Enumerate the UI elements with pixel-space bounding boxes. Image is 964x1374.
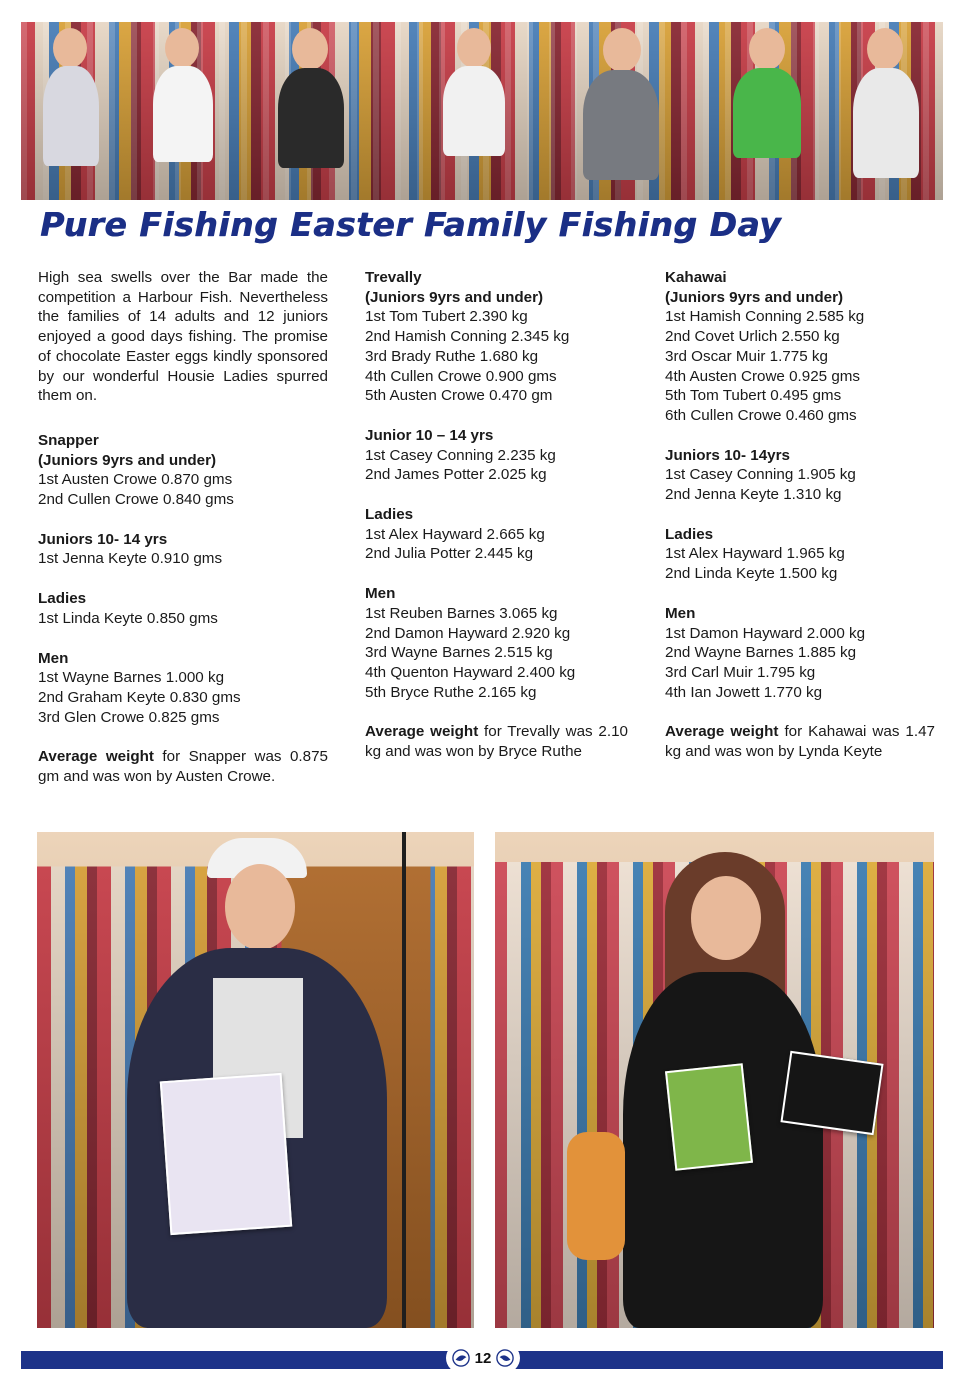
trevally-men-section (365, 584, 628, 702)
marlin-icon (452, 1349, 470, 1367)
person-figure (276, 28, 346, 200)
category-title: Snapper (38, 431, 99, 449)
person-figure (731, 28, 803, 200)
result-line: 1st Tom Tubert 2.390 kg (365, 308, 528, 326)
result-line: 5th Tom Tubert 0.495 gms (665, 387, 842, 405)
result-line: 3rd Glen Crowe 0.825 gms (38, 708, 220, 726)
average-weight-note (365, 722, 628, 761)
result-line: 1st Damon Hayward 2.000 kg (665, 624, 866, 642)
column-trevally (365, 268, 628, 762)
section-heading: Ladies (665, 525, 714, 543)
average-weight-text: for Trevally was 2.10 kg and was won by Bryce Ruthe (365, 723, 628, 761)
junior-winner-photo-left (37, 832, 474, 1328)
average-weight-text: for Snapper was 0.875 gm and was won by Austen Crowe. (38, 748, 328, 786)
article-title: Pure Fishing Easter Family Fishing Day (40, 205, 782, 244)
result-line: 4th Ian Jowett 1.770 kg (665, 683, 823, 701)
result-line: 4th Quenton Hayward 2.400 kg (365, 663, 576, 681)
page-number-badge (446, 1343, 520, 1373)
result-line: 1st Linda Keyte 0.850 gms (38, 609, 218, 627)
trevally-juniors-9-section (365, 268, 628, 406)
section-heading: Men (365, 585, 396, 603)
result-line: 1st Wayne Barnes 1.000 kg (38, 669, 225, 687)
junior-winner-photo-right (495, 832, 934, 1328)
snapper-juniors-9-section (38, 431, 328, 510)
result-line: 1st Hamish Conning 2.585 kg (665, 308, 865, 326)
section-heading: Juniors 10- 14 yrs (38, 530, 168, 548)
snapper-men-section (38, 649, 328, 728)
kahawai-juniors-10-section (665, 446, 935, 505)
kahawai-juniors-9-section (665, 268, 935, 426)
average-weight-text: for Kahawai was 1.47 kg and was won by Lynda Keyte (665, 723, 935, 761)
average-weight-label: Average weight (665, 723, 779, 741)
result-line: 4th Austen Crowe 0.925 gms (665, 367, 861, 385)
winners-group-photo (21, 22, 943, 200)
result-line: 1st Austen Crowe 0.870 gms (38, 471, 233, 489)
section-heading: (Juniors 9yrs and under) (665, 288, 844, 306)
result-line: 2nd Julia Potter 2.445 kg (365, 545, 534, 563)
section-heading: (Juniors 9yrs and under) (365, 288, 544, 306)
result-line: 2nd Wayne Barnes 1.885 kg (665, 644, 857, 662)
trevally-juniors-10-section (365, 426, 628, 485)
section-heading: Ladies (38, 590, 87, 608)
result-line: 3rd Oscar Muir 1.775 kg (665, 347, 828, 365)
result-line: 3rd Wayne Barnes 2.515 kg (365, 644, 553, 662)
result-line: 1st Casey Conning 1.905 kg (665, 466, 856, 484)
result-line: 2nd James Potter 2.025 kg (365, 466, 547, 484)
result-line: 2nd Damon Hayward 2.920 kg (365, 624, 571, 642)
average-weight-label: Average weight (365, 723, 479, 741)
person-figure (151, 28, 215, 200)
marlin-icon (496, 1349, 514, 1367)
result-line: 2nd Linda Keyte 1.500 kg (665, 565, 838, 583)
person-figure (441, 28, 507, 200)
column-snapper (38, 268, 328, 787)
result-line: 3rd Carl Muir 1.795 kg (665, 663, 816, 681)
average-weight-note (665, 722, 935, 761)
category-title: Trevally (365, 269, 422, 286)
section-heading: Ladies (365, 506, 414, 524)
result-line: 2nd Covet Urlich 2.550 kg (665, 328, 840, 346)
snapper-ladies-section (38, 589, 328, 628)
result-line: 1st Casey Conning 2.235 kg (365, 446, 556, 464)
result-line: 2nd Graham Keyte 0.830 gms (38, 688, 241, 706)
result-line: 3rd Brady Ruthe 1.680 kg (365, 347, 539, 365)
result-line: 2nd Jenna Keyte 1.310 kg (665, 486, 842, 504)
result-line: 4th Cullen Crowe 0.900 gms (365, 367, 557, 385)
kahawai-ladies-section (665, 525, 935, 584)
fishing-rod (402, 832, 406, 1328)
chocolate-egg-box (567, 1132, 625, 1260)
trevally-ladies-section (365, 505, 628, 564)
result-line: 1st Reuben Barnes 3.065 kg (365, 604, 558, 622)
section-heading: Men (38, 649, 69, 667)
person-figure (851, 28, 921, 200)
section-heading: Juniors 10- 14yrs (665, 446, 790, 464)
column-kahawai (665, 268, 935, 762)
result-line: 1st Alex Hayward 2.665 kg (365, 525, 545, 543)
average-weight-note (38, 747, 328, 786)
category-title: Kahawai (665, 269, 727, 286)
easter-egg-box (665, 1063, 753, 1171)
result-line: 1st Jenna Keyte 0.910 gms (38, 550, 223, 568)
snapper-juniors-10-section (38, 530, 328, 569)
result-line: 1st Alex Hayward 1.965 kg (665, 545, 845, 563)
kahawai-men-section (665, 604, 935, 703)
result-line: 6th Cullen Crowe 0.460 gms (665, 406, 857, 424)
result-line: 5th Bryce Ruthe 2.165 kg (365, 683, 537, 701)
person-figure (41, 28, 101, 200)
page-number: 12 (474, 1349, 492, 1367)
average-weight-label: Average weight (38, 748, 154, 766)
result-line: 2nd Cullen Crowe 0.840 gms (38, 491, 234, 509)
result-line: 5th Austen Crowe 0.470 gm (365, 387, 553, 405)
reel-gift-box (780, 1051, 883, 1135)
easter-egg-box (160, 1073, 292, 1235)
person-figure (581, 28, 661, 200)
section-heading: Men (665, 604, 696, 622)
section-heading: (Juniors 9yrs and under) (38, 451, 217, 469)
section-heading: Junior 10 – 14 yrs (365, 426, 494, 444)
result-line: 2nd Hamish Conning 2.345 kg (365, 328, 570, 346)
intro-paragraph: High sea swells over the Bar made the competition a Harbour Fish. Nevertheless the families of 14 adults and 12 juniors enjoyed a good days fishing. The promise of chocolate Easter eggs kindly sponsored by our wonderful Housie Ladies spurred them on. (38, 269, 328, 405)
